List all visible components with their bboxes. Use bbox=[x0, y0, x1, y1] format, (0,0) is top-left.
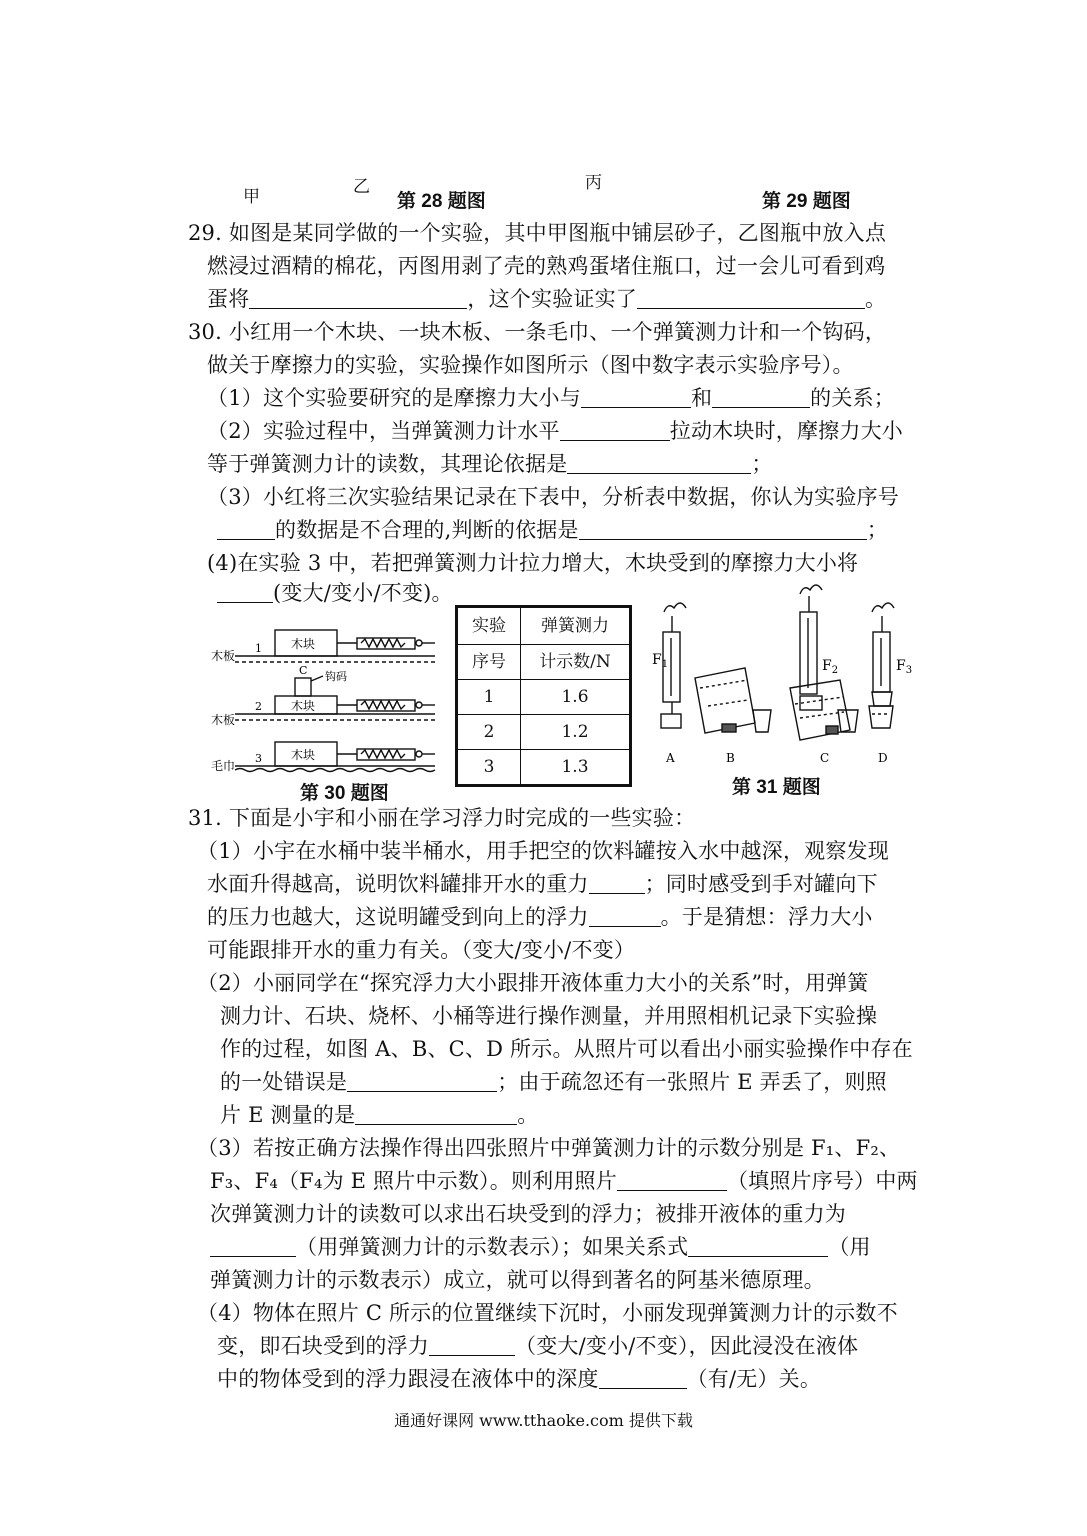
fig30-board-2-label: 木板 bbox=[211, 713, 236, 727]
table-row bbox=[457, 750, 631, 786]
q31-p3-line-3: 次弹簧测力计的读数可以求出石块受到的浮力；被排开液体的重力为 bbox=[210, 1202, 846, 1226]
q31-p3-text-d: （用 bbox=[828, 1235, 871, 1259]
q31-p3-blank-1[interactable] bbox=[617, 1168, 727, 1191]
q31-p1-text-d: 。于是猜想：浮力大小 bbox=[660, 905, 873, 929]
q29-text-b: ，这个实验证实了 bbox=[467, 287, 638, 311]
q30-p2-text-c: 等于弹簧测力计的读数，其理论依据是 bbox=[207, 452, 568, 476]
q31-p3-line-2 bbox=[210, 1166, 918, 1196]
q30-line-2: 做关于摩擦力的实验，实验操作如图所示（图中数字表示实验序号）。 bbox=[207, 353, 854, 377]
q30-line-1: 30. 小红用一个木块、一块木板、一条毛巾、一个弹簧测力计和一个钩码， bbox=[188, 320, 887, 344]
fig31-label-d: D bbox=[878, 751, 888, 765]
q31-p4-blank-1[interactable] bbox=[429, 1333, 515, 1356]
q31-p3-line-1: （3）若按正确方法操作得出四张照片中弹簧测力计的示数分别是 F₁、F₂、 bbox=[197, 1136, 901, 1160]
q31-p1-blank-2[interactable] bbox=[589, 904, 661, 927]
q30-part-2-line-2 bbox=[207, 449, 773, 479]
fig31-label-b: B bbox=[726, 751, 735, 765]
fig30-weight-c: C bbox=[299, 664, 308, 677]
figure-31-drawing bbox=[650, 578, 912, 768]
table-header-cell: 实验 bbox=[457, 607, 521, 645]
table-cell: 2 bbox=[457, 715, 521, 750]
q31-p2-line-2: 测力计、石块、烧杯、小桶等进行操作测量，并用照相机记录下实验操 bbox=[220, 1004, 878, 1028]
q31-p3-text-c: （用弹簧测力计的示数表示）；如果关系式 bbox=[296, 1235, 689, 1259]
q31-p1-text-b: ；同时感受到手对罐向下 bbox=[644, 872, 878, 896]
fig30-board-1-label: 木板 bbox=[211, 649, 236, 663]
fig30-block-3: 木块 bbox=[291, 748, 316, 762]
table-cell: 3 bbox=[457, 750, 521, 786]
q29-text-c: 。 bbox=[865, 287, 887, 311]
q31-p3-line-4 bbox=[210, 1232, 871, 1262]
q31-p4-text-d: （有/无）关。 bbox=[686, 1367, 822, 1391]
q31-p3-blank-2[interactable] bbox=[210, 1234, 296, 1257]
q31-p1-line-2 bbox=[207, 869, 878, 899]
q31-p4-line-2 bbox=[217, 1331, 858, 1361]
q31-p2-line-1: （2）小丽同学在“探究浮力大小跟排开液体重力大小的关系”时，用弹簧 bbox=[197, 971, 869, 995]
q30-p1-text-c: 的关系； bbox=[810, 386, 895, 410]
fig-label-yi: 乙 bbox=[353, 177, 370, 197]
q31-p2-text-c: 片 E 测量的是 bbox=[220, 1103, 356, 1127]
q31-p2-line-4 bbox=[220, 1067, 887, 1097]
table-header-cell: 计示数/N bbox=[521, 645, 631, 680]
figure-30-drawing bbox=[205, 618, 445, 778]
q31-p1-line-3 bbox=[207, 902, 873, 932]
fig-label-bing: 丙 bbox=[585, 173, 602, 193]
q30-part-3: （3）小红将三次实验结果记录在下表中，分析表中数据，你认为实验序号 bbox=[207, 485, 899, 509]
fig31-f3-label: $F_3$ bbox=[896, 658, 913, 676]
fig31-label-c: C bbox=[820, 751, 830, 765]
q30-p3-text-b: ； bbox=[866, 518, 888, 542]
q31-p2-blank-2[interactable] bbox=[355, 1102, 517, 1125]
fig-label-jia: 甲 bbox=[243, 187, 260, 207]
fig31-label-a: A bbox=[666, 751, 675, 765]
q30-p4-text: (变大/变小/不变)。 bbox=[273, 581, 453, 605]
fig30-weight-label: 钩码 bbox=[325, 670, 347, 683]
q30-part-3-line-2 bbox=[217, 515, 888, 545]
q29-line-2: 燃浸过酒精的棉花，丙图用剥了壳的熟鸡蛋堵住瓶口，过一会儿可看到鸡 bbox=[207, 254, 886, 278]
q31-p3-blank-3[interactable] bbox=[688, 1234, 828, 1257]
fig30-towel-label: 毛巾 bbox=[211, 759, 236, 773]
q31-p2-line-5 bbox=[220, 1100, 538, 1130]
friction-data-table bbox=[455, 605, 632, 787]
table-cell: 1.6 bbox=[521, 680, 631, 715]
fig31-f2-label: $F_2$ bbox=[822, 658, 839, 676]
q30-p2-blank-2[interactable] bbox=[567, 451, 751, 474]
page-footer: 通通好课网 www.tthaoke.com 提供下载 bbox=[394, 1411, 693, 1430]
q31-p3-text-b: （填照片序号）中两 bbox=[726, 1169, 918, 1193]
q30-p3-blank-1[interactable] bbox=[217, 517, 275, 540]
q30-p2-text-a: （2）实验过程中，当弹簧测力计水平 bbox=[207, 419, 560, 443]
table-header-row bbox=[457, 607, 631, 645]
figure-30-caption: 第 30 题图 bbox=[300, 783, 389, 804]
q31-p4-text-a: 变，即石块受到的浮力 bbox=[217, 1334, 429, 1358]
q31-p1-text-a: 水面升得越高，说明饮料罐排开水的重力 bbox=[207, 872, 589, 896]
q31-p3-text-a: F₃、F₄（F₄为 E 照片中示数）。则利用照片 bbox=[210, 1169, 617, 1193]
figure-28-caption: 第 28 题图 bbox=[397, 191, 486, 212]
q29-blank-2[interactable] bbox=[637, 286, 865, 309]
fig30-block-2: 木块 bbox=[291, 699, 316, 713]
table-cell: 1 bbox=[457, 680, 521, 715]
q31-p2-text-d: 。 bbox=[517, 1103, 539, 1127]
q29-line-3 bbox=[207, 284, 886, 314]
fig31-f1-label: $F_1$ bbox=[652, 652, 669, 670]
fig30-num-2: 2 bbox=[255, 700, 262, 713]
q30-p3-text-a: 的数据是不合理的,判断的依据是 bbox=[275, 518, 579, 542]
q31-p4-blank-2[interactable] bbox=[599, 1366, 687, 1389]
q31-p3-line-5: 弹簧测力计的示数表示）成立，就可以得到著名的阿基米德原理。 bbox=[210, 1268, 825, 1292]
q30-p1-text-a: （1）这个实验要研究的是摩擦力大小与 bbox=[207, 386, 581, 410]
q31-p1-text-c: 的压力也越大，这说明罐受到向上的浮力 bbox=[207, 905, 589, 929]
q30-p1-blank-2[interactable] bbox=[712, 385, 810, 408]
q31-intro: 31. 下面是小宇和小丽在学习浮力时完成的一些实验： bbox=[188, 806, 696, 830]
q31-p4-line-1: （4）物体在照片 C 所示的位置继续下沉时，小丽发现弹簧测力计的示数不 bbox=[197, 1301, 898, 1325]
table-row bbox=[457, 715, 631, 750]
q30-part-2 bbox=[207, 416, 903, 446]
fig30-num-3: 3 bbox=[255, 752, 262, 765]
q30-part-4-line-2 bbox=[217, 578, 453, 608]
q30-p1-blank-1[interactable] bbox=[581, 385, 691, 408]
q31-p2-line-3: 作的过程，如图 A、B、C、D 所示。从照片可以看出小丽实验操作中存在 bbox=[220, 1037, 913, 1061]
q31-p2-text-b: ；由于疏忽还有一张照片 E 弄丢了，则照 bbox=[497, 1070, 887, 1094]
figure-29-caption: 第 29 题图 bbox=[762, 191, 851, 212]
q30-p4-blank[interactable] bbox=[217, 580, 273, 603]
q31-p1-line-4: 可能跟排开水的重力有关。（变大/变小/不变） bbox=[207, 938, 636, 962]
q31-p4-text-b: （变大/变小/不变），因此浸没在液体 bbox=[515, 1334, 859, 1358]
q29-text-a: 蛋将 bbox=[207, 287, 250, 311]
fig30-block-1: 木块 bbox=[291, 637, 316, 651]
q30-p2-text-d: ； bbox=[751, 452, 773, 476]
q30-part-4: (4)在实验 3 中，若把弹簧测力计拉力增大，木块受到的摩擦力大小将 bbox=[207, 551, 859, 575]
table-cell: 1.2 bbox=[521, 715, 631, 750]
q31-p4-text-c: 中的物体受到的浮力跟浸在液体中的深度 bbox=[217, 1367, 599, 1391]
q31-p4-line-3 bbox=[217, 1364, 821, 1394]
q30-p3-blank-2[interactable] bbox=[579, 517, 867, 540]
table-header-cell: 弹簧测力 bbox=[521, 607, 631, 645]
table-header-row bbox=[457, 645, 631, 680]
q31-p2-blank-1[interactable] bbox=[347, 1069, 497, 1092]
fig30-num-1: 1 bbox=[255, 642, 262, 655]
q30-p2-blank-1[interactable] bbox=[560, 418, 670, 441]
q30-p2-text-b: 拉动木块时，摩擦力大小 bbox=[669, 419, 903, 443]
q31-p1-line-1: （1）小宇在水桶中装半桶水，用手把空的饮料罐按入水中越深，观察发现 bbox=[197, 839, 889, 863]
q31-p1-blank-1[interactable] bbox=[589, 871, 645, 894]
table-cell: 1.3 bbox=[521, 750, 631, 786]
q30-part-1 bbox=[207, 383, 895, 413]
table-row bbox=[457, 680, 631, 715]
q30-p1-text-b: 和 bbox=[690, 386, 713, 410]
figure-31-caption: 第 31 题图 bbox=[732, 777, 821, 798]
q29-line-1: 29. 如图是某同学做的一个实验，其中甲图瓶中铺层砂子，乙图瓶中放入点 bbox=[188, 221, 887, 245]
table-header-cell: 序号 bbox=[457, 645, 521, 680]
q29-blank-1[interactable] bbox=[249, 286, 467, 309]
q31-p2-text-a: 的一处错误是 bbox=[220, 1070, 348, 1094]
